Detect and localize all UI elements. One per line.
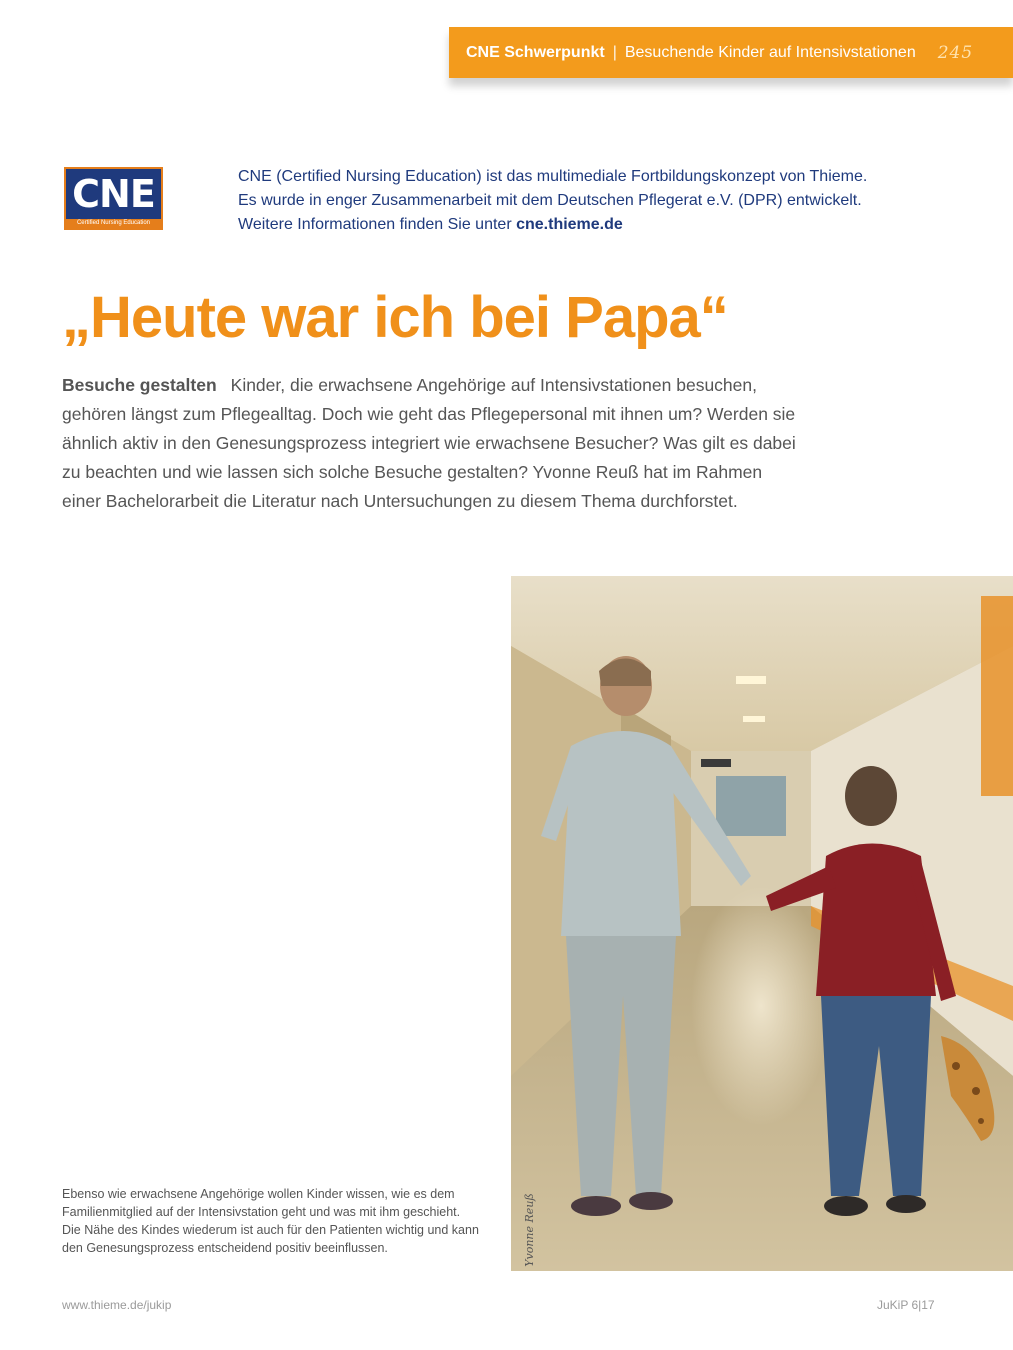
header-separator: | bbox=[612, 43, 617, 61]
intro-line-3-prefix: Weitere Informationen finden Sie unter bbox=[238, 216, 517, 233]
section-topic: Besuchende Kinder auf Intensivstationen bbox=[624, 43, 916, 61]
intro-line-2: Es wurde in enger Zusammenarbeit mit dem Deutschen Pflegerat e.V. (DPR) entwickelt. bbox=[238, 192, 862, 209]
cne-intro bbox=[238, 165, 938, 237]
cne-link[interactable]: cne.thieme.de bbox=[516, 216, 623, 233]
photo-caption: Ebenso wie erwachsene Angehörige wollen Kinder wissen, wie es dem Familienmitglied auf der Intensivstation geht und was mit ihm geschieht. Die Nähe des Kindes wiederum ist auch für den Patienten wichtig und kann den Genesungsprozess entscheidend positiv beeinflussen. bbox=[62, 1187, 479, 1255]
intro-line-3 bbox=[238, 213, 938, 237]
cne-logo-subtitle: Certified Nursing Education bbox=[76, 220, 151, 226]
footer-issue: JuKiP 6|17 bbox=[877, 1298, 935, 1312]
cne-logo-text: CNE bbox=[66, 169, 161, 219]
intro-line-1: CNE (Certified Nursing Education) ist das multimediale Fortbildungskonzept von Thieme. bbox=[238, 168, 868, 185]
lead-kicker: Besuche gestalten bbox=[62, 375, 217, 395]
section-label: CNE Schwerpunkt bbox=[466, 43, 605, 61]
footer-url[interactable]: www.thieme.de/jukip bbox=[62, 1298, 172, 1312]
article-photo bbox=[511, 576, 1013, 1271]
section-header-bar bbox=[449, 27, 1013, 78]
lead-text: Kinder, die erwachsene Angehörige auf Intensivstationen besuchen, gehören längst zum Pflegealltag. Doch wie geht das Pflegepersonal mit ihnen um? Werden sie ähnlich aktiv in den Genesungsprozess integriert wie erwachsene Besucher? Was gilt es dabei zu beachten und wie lassen sich solche Besuche gestalten? Yvonne Reuß hat im Rahmen einer Bachelorarbeit die Literatur nach Untersuchungen zu diesem Thema durchforstet. bbox=[62, 375, 796, 511]
article-lead bbox=[62, 371, 802, 516]
cne-logo bbox=[64, 167, 163, 230]
article-title: „Heute war ich bei Papa“ bbox=[62, 285, 728, 350]
page-number: 245 bbox=[937, 42, 974, 63]
photo-credit: Yvonne Reuß bbox=[523, 1193, 536, 1267]
